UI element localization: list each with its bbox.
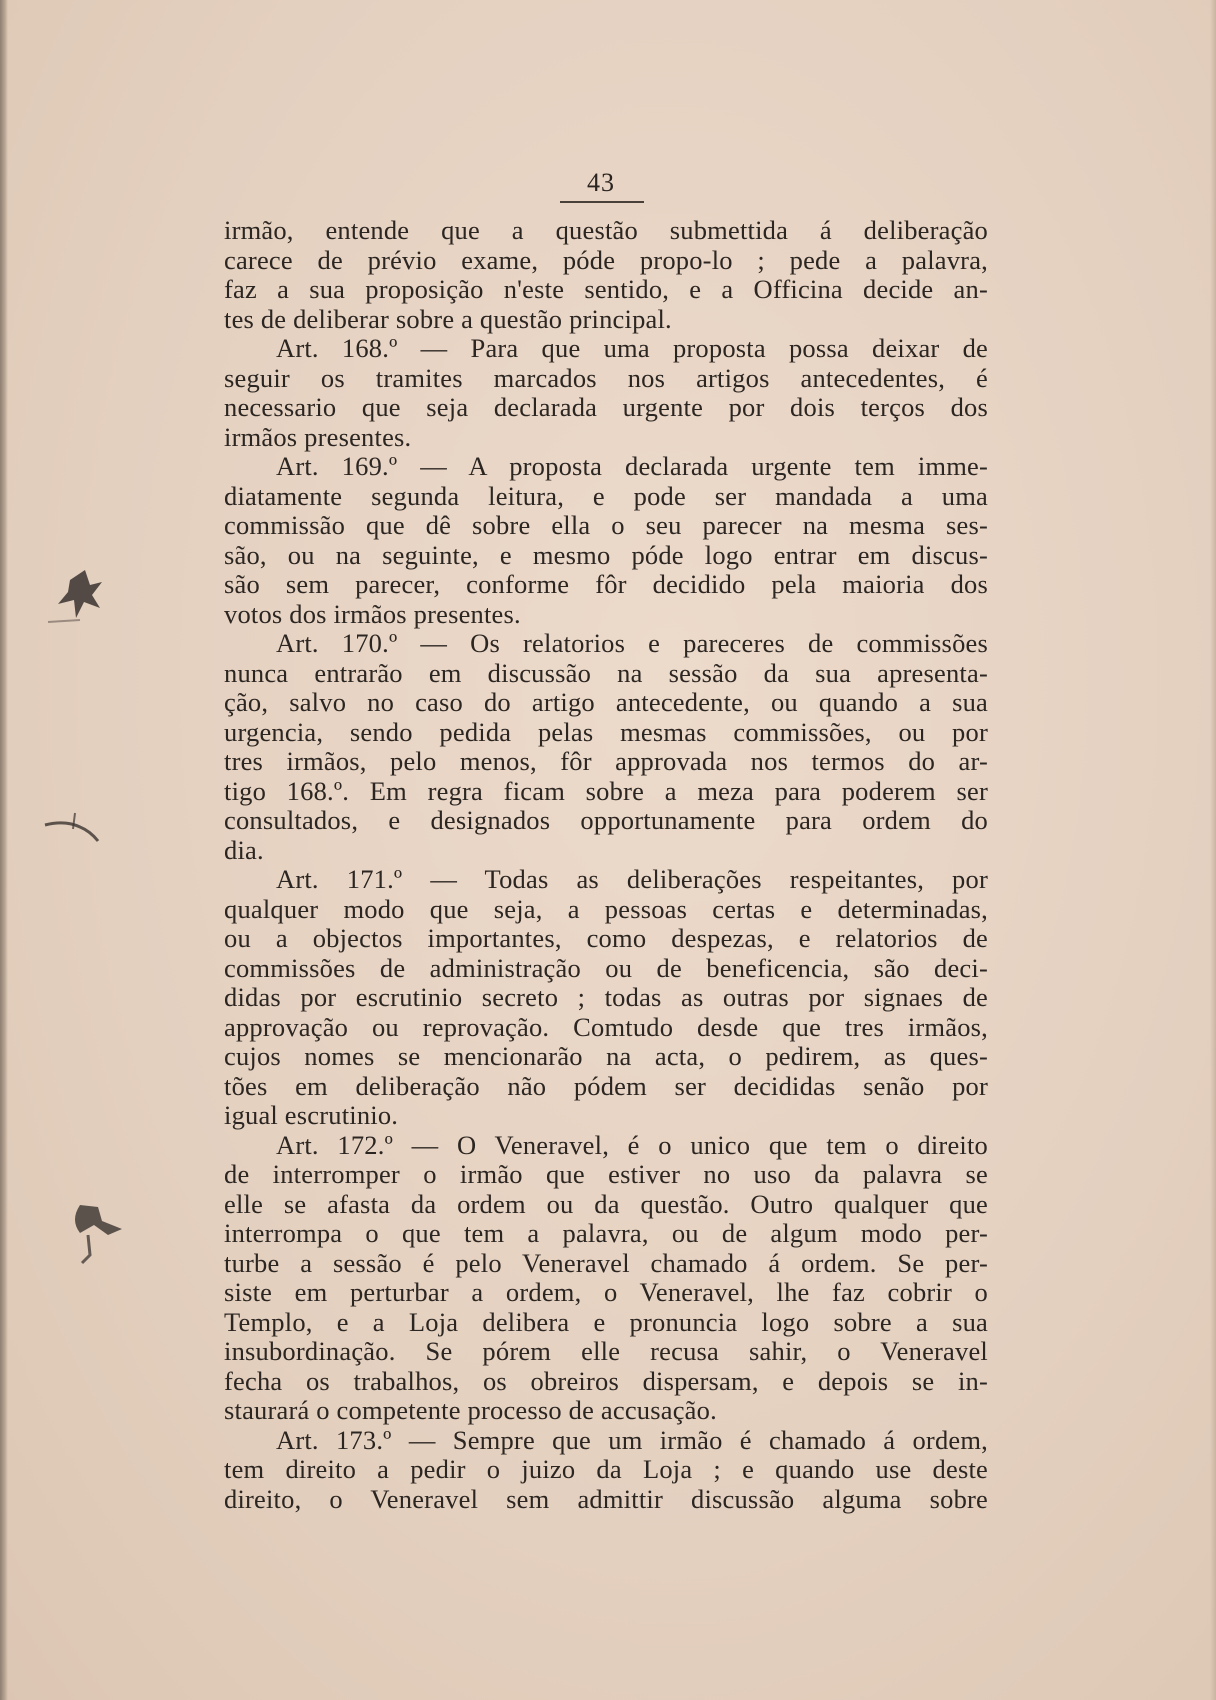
text-line: siste em perturbar a ordem, o Veneravel, lhe faz cobrir o — [224, 1277, 988, 1307]
ink-stain-decoration — [50, 1185, 140, 1275]
text-line: necessario que seja declarada urgente por dois terços dos — [224, 392, 988, 422]
text-line: nunca entrarão em discussão na sessão da sua apresenta- — [224, 657, 988, 688]
text-line: são, ou na seguinte, e mesmo póde logo entrar em discus- — [224, 539, 988, 570]
text-line: commissões de administração ou de beneficencia, são deci- — [224, 952, 988, 983]
text-line: tem direito a pedir o juizo da Loja ; e quando use deste — [224, 1454, 988, 1484]
text-line: de interromper o irmão que estiver no uso da palavra se — [224, 1159, 988, 1189]
text-line: tigo 168.º. Em regra ficam sobre a meza para poderem ser — [224, 775, 988, 806]
text-line: são sem parecer, conforme fôr decidido pela maioria dos — [224, 569, 988, 599]
text-line: Art. 168.º — Para que uma proposta possa deixar de — [276, 333, 988, 363]
text-line: Templo, e a Loja delibera e pronuncia logo sobre a sua — [224, 1306, 988, 1337]
text-line: dia. — [224, 834, 264, 865]
text-line: faz a sua proposição n'este sentido, e a Officina decide an- — [224, 274, 988, 304]
text-line: Art. 171.º — Todas as deliberações respeitantes, por — [276, 864, 988, 894]
ink-stain-decoration — [40, 560, 120, 630]
text-line: Art. 169.º — A proposta declarada urgente tem imme- — [276, 451, 988, 481]
text-line: seguir os tramites marcados nos artigos antecedentes, é — [224, 362, 988, 393]
text-line: cujos nomes se mencionarão na acta, o pedirem, as ques- — [224, 1041, 988, 1071]
page-right-edge — [1210, 0, 1216, 1700]
text-line: qualquer modo que seja, a pessoas certas e determinadas, — [224, 893, 988, 924]
text-line: Art. 172.º — O Veneravel, é o unico que tem o direito — [276, 1129, 988, 1160]
text-line: votos dos irmãos presentes. — [224, 598, 521, 629]
page-number: 43 — [587, 168, 615, 197]
text-line: didas por escrutinio secreto ; todas as outras por signaes de — [224, 982, 988, 1012]
text-line: ção, salvo no caso do artigo antecedente, ou quando a sua — [224, 687, 988, 717]
text-line: carece de prévio exame, póde propo-lo ; pede a palavra, — [224, 244, 988, 275]
text-line: interrompa o que tem a palavra, ou de algum modo per- — [224, 1218, 988, 1248]
ink-stain-decoration — [40, 805, 110, 855]
text-line: direito, o Veneravel sem admittir discussão alguma sobre — [224, 1483, 988, 1514]
text-line: diatamente segunda leitura, e pode ser mandada a uma — [224, 480, 988, 511]
page-binding-edge — [0, 0, 8, 1700]
page-number-rule — [560, 201, 644, 203]
text-line: tes de deliberar sobre a questão principal. — [224, 303, 672, 334]
text-line: turbe a sessão é pelo Veneravel chamado á ordem. Se per- — [224, 1247, 988, 1278]
text-line: tres irmãos, pelo menos, fôr approvada nos termos do ar- — [224, 746, 988, 776]
text-line: ou a objectos importantes, como despezas, e relatorios de — [224, 923, 988, 953]
text-line: Art. 170.º — Os relatorios e pareceres de commissões — [276, 628, 988, 658]
text-line: commissão que dê sobre ella o seu parecer na mesma ses- — [224, 510, 988, 540]
text-line: irmão, entende que a questão submettida á deliberação — [224, 215, 988, 245]
text-line: tões em deliberação não pódem ser decididas senão por — [224, 1070, 988, 1101]
text-line: fecha os trabalhos, os obreiros dispersam, e depois se in- — [224, 1365, 988, 1396]
text-line: consultados, e designados opportunamente para ordem do — [224, 805, 988, 835]
text-line: staurará o competente processo de accusação. — [224, 1395, 717, 1425]
text-line: irmãos presentes. — [224, 421, 412, 452]
text-line: approvação ou reprovação. Comtudo desde que tres irmãos, — [224, 1011, 988, 1042]
text-line: elle se afasta da ordem ou da questão. Outro qualquer que — [224, 1188, 988, 1219]
body-text — [224, 216, 988, 1514]
text-line: Art. 173.º — Sempre que um irmão é chamado á ordem, — [276, 1424, 988, 1455]
text-line: insubordinação. Se pórem elle recusa sahir, o Veneravel — [224, 1336, 988, 1366]
text-line: igual escrutinio. — [224, 1100, 399, 1130]
text-line: urgencia, sendo pedida pelas mesmas commissões, ou por — [224, 716, 988, 747]
